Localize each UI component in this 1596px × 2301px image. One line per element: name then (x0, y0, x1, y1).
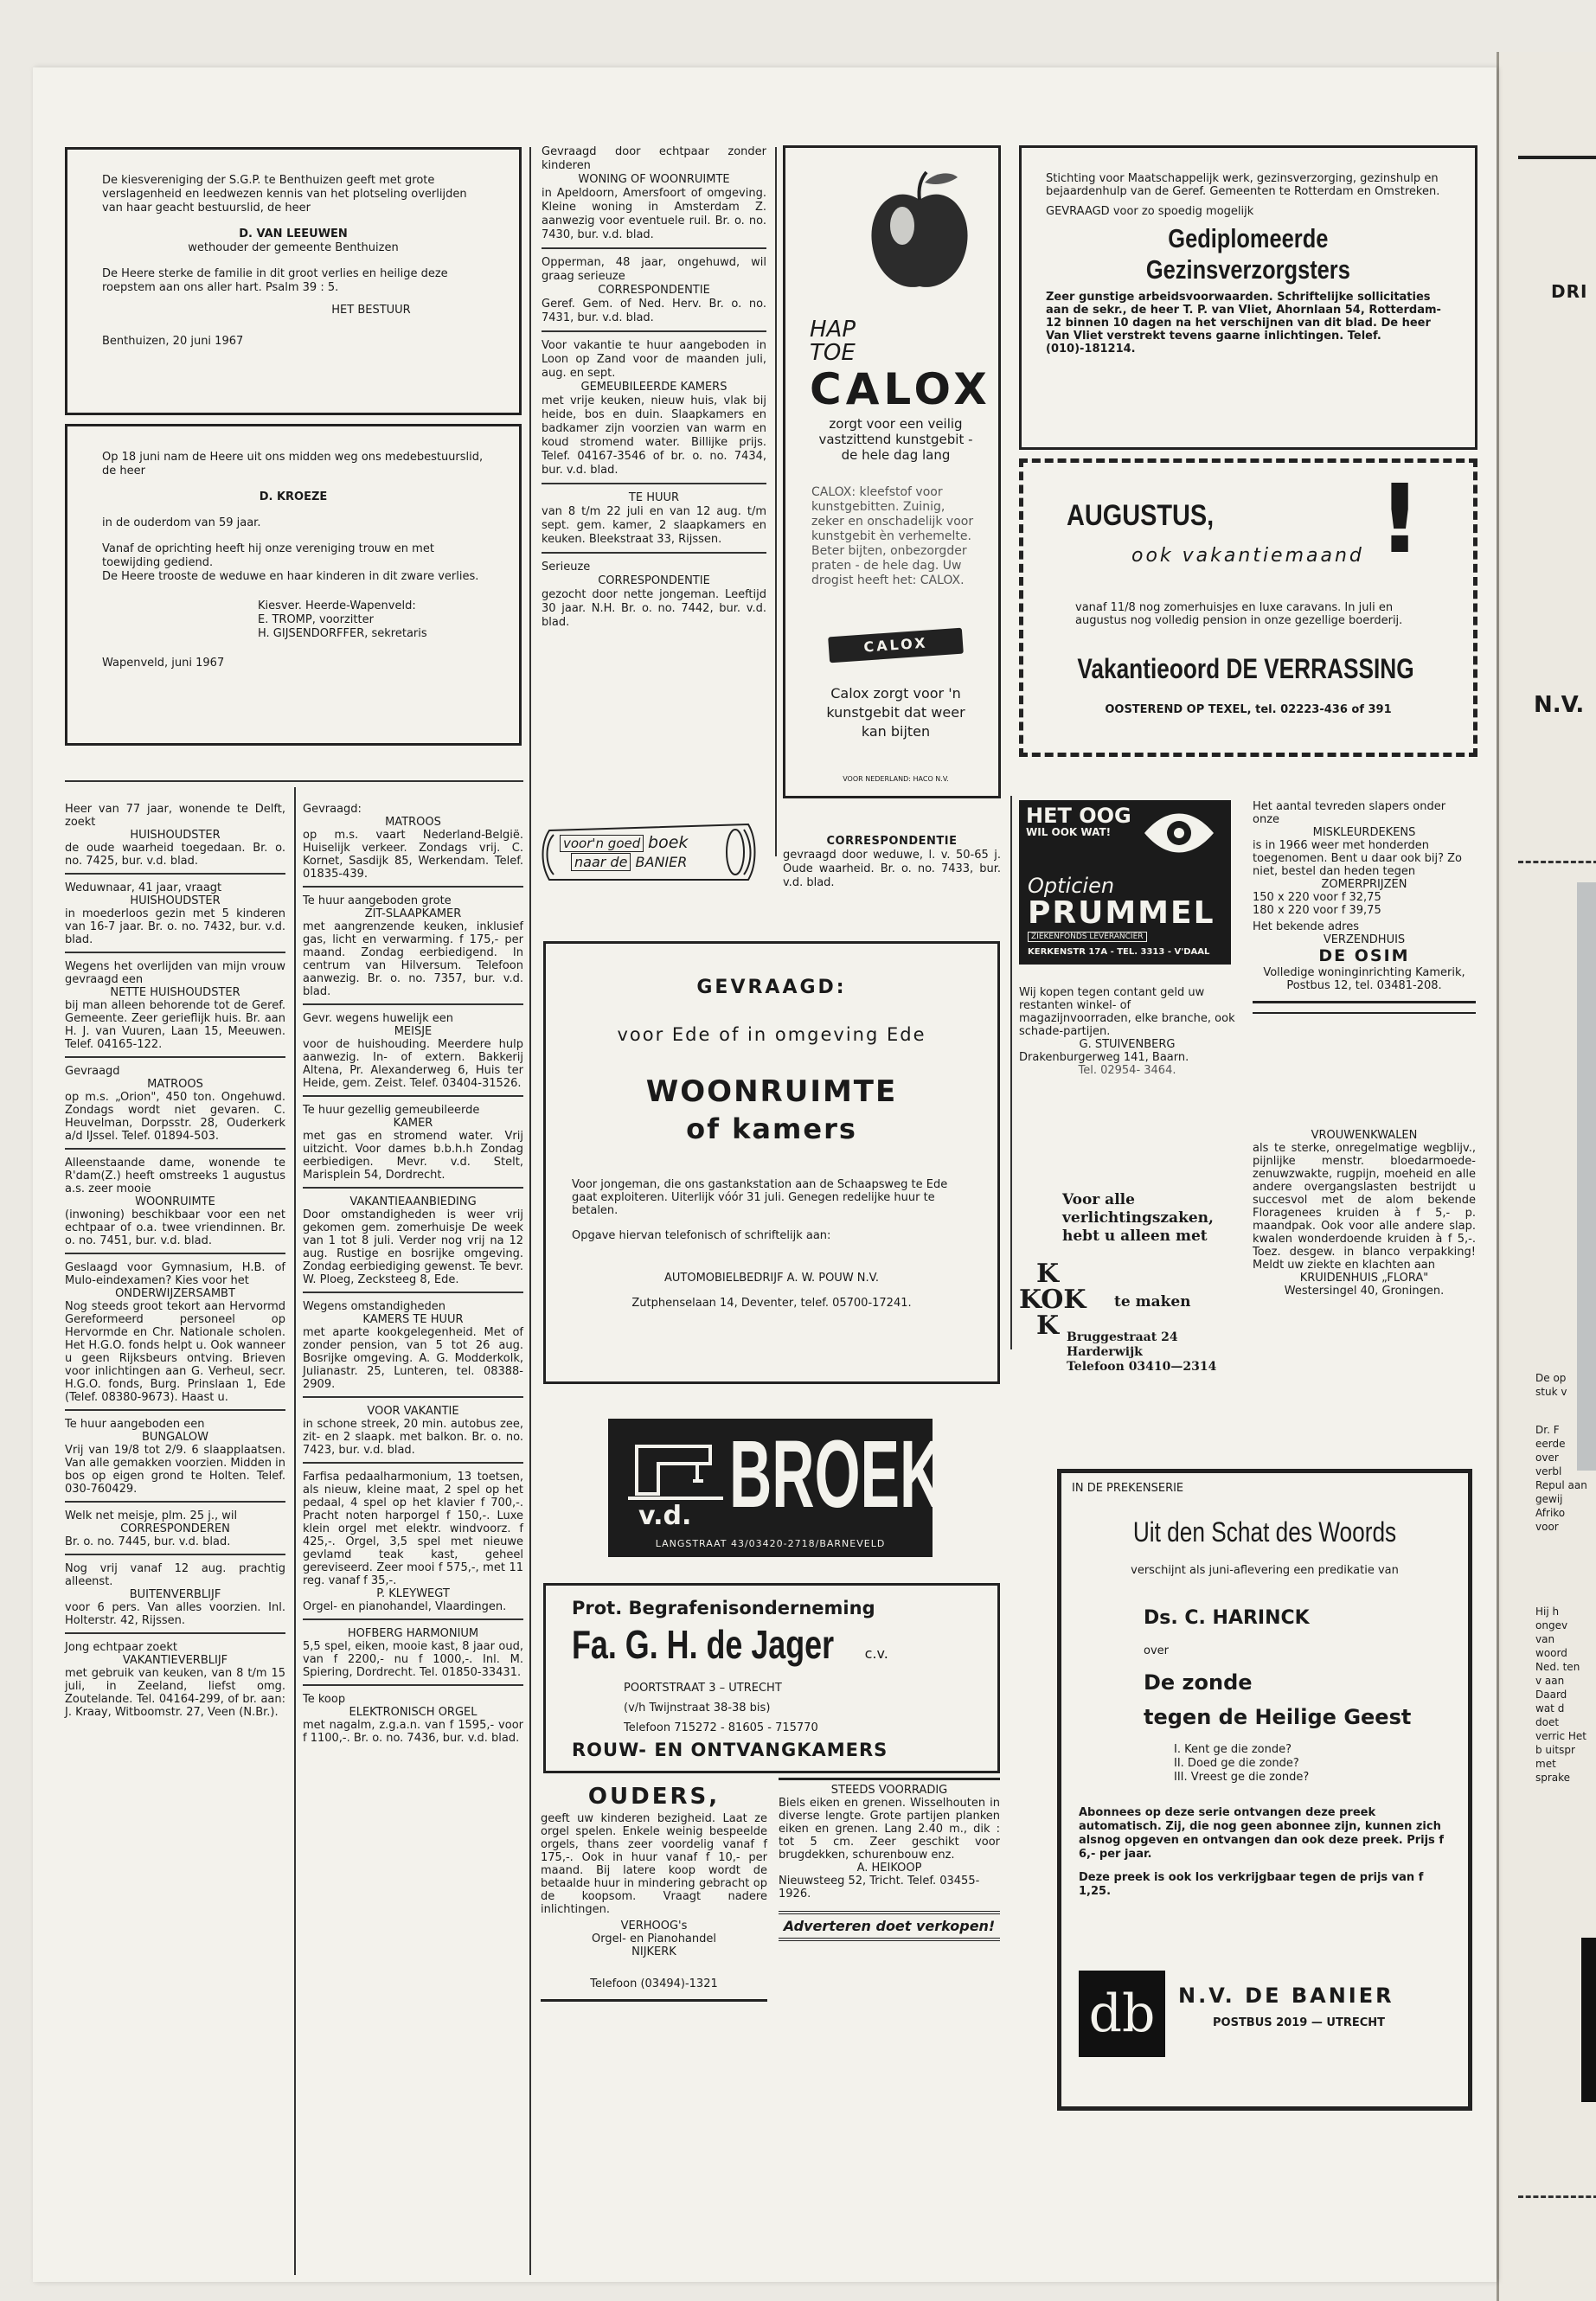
classified-ad (542, 561, 766, 635)
ad-body: gevraagd door weduwe, l. v. 50-65 j. Oude waarheid. Br. o. no. 7433, bur. v.d. blad. (783, 849, 1001, 889)
ad-title: HOFBERG HARMONIUM (347, 1627, 479, 1640)
eye-icon (1140, 807, 1218, 859)
firm-3: NIJKERK (631, 1945, 676, 1958)
next-page-edge (1497, 52, 1596, 2301)
ad-body: Nog steeds groot tekort aan Hervormd Gereformeerd personeel op Hervormde en Chr. Nationale scholen. Het H.G.O. fonds helpt u. Ook wanneer u geen Rijksbeurs ontving. Brieven voor inlichtingen aan G. Verheul, secr. H.G.O. fonds, Burg. Prinslaan 1, Ede (Telef. 08380-9673). Haast u. (65, 1300, 285, 1404)
cv: c.v. (864, 1645, 888, 1662)
classified-ad (303, 1012, 523, 1097)
classified-ad (303, 1195, 523, 1293)
phone: Tel. 02954- 3464. (1078, 1064, 1176, 1077)
classified-ad (65, 1641, 285, 1724)
calox-body: CALOX: kleefstof voor kunstgebitten. Zuinig, zeker en onschadelijk voor kunstgebit èn verhemelte. Beter bijten, onbezorgder praten - de hele dag. Uw drogist heeft het: CALOX. (811, 485, 974, 587)
ad-title: KAMER (393, 1117, 433, 1130)
ad-intro: Gevraagd: (303, 803, 362, 816)
body: is in 1966 weer met honderden toegenomen. Bent u daar ook bij? Zo niet, bestel dan heden tegen (1253, 839, 1463, 878)
gezinsverzorgsters-ad (1019, 145, 1477, 450)
ad-title: TE HUUR (628, 491, 680, 504)
line-1: voor Ede of in omgeving Ede (617, 1024, 926, 1045)
classified-ad (542, 145, 766, 249)
topic-1: De zonde (1144, 1670, 1253, 1695)
heading: Prot. Begrafenisonderneming (572, 1598, 875, 1618)
ad-body: Biels eiken en grenen. Wisselhouten in diverse lengte. Grote partijen planken eiken en grenen. Lang 2.40 m., dik : tot 5 cm. Zeer geschikt voor brugdekken, schurenbouw enz. (779, 1797, 1000, 1862)
mourning-notice-van-leeuwen (65, 147, 522, 415)
edge-text-3: Hij h ongev van woord Ned. ten v aan Daard wat d doet verric Het b uitspr met sprake (1535, 1606, 1586, 1784)
request: Opgave hiervan telefonisch of schriftelijk aan: (572, 1229, 831, 1242)
ad-intro: Te huur aangeboden grote (303, 894, 452, 907)
ouders-ad (541, 1778, 767, 2245)
body: vanaf 11/8 nog zomerhuisjes en luxe caravans. In juli en augustus nog volledig pension in onze gezellige boerderij. (1075, 601, 1403, 627)
broek-ad (608, 1419, 943, 1557)
notice-text-3: De Heere trooste de weduwe en haar kinderen in dit zware verlies. (102, 570, 479, 583)
ad-body: (inwoning) beschikbaar voor een net echtpaar of o.a. twee vriendinnen. Br. o. no. 7451, bur. v.d. blad. (65, 1208, 285, 1247)
classified-ad (303, 1693, 523, 1750)
signature: HET BESTUUR (331, 304, 411, 317)
ad-body: gezocht door nette jongeman. Leeftijd 30 jaar. N.H. Br. o. no. 7442, bur. v.d. blad. (542, 588, 766, 629)
place-date: Benthuizen, 20 juni 1967 (102, 335, 244, 348)
ad-intro: Jong echtpaar zoekt (65, 1641, 177, 1654)
phone: Telefoon (03494)-1321 (590, 1977, 718, 1990)
ad-title: HUISHOUDSTER (130, 829, 221, 842)
classified-ad (303, 894, 523, 1005)
tube-label: CALOX (862, 634, 929, 656)
k-2: KOK (1019, 1285, 1086, 1315)
small-ads-column-middle (303, 803, 523, 1757)
ad-title: BUNGALOW (142, 1431, 208, 1444)
classified-ad (303, 1405, 523, 1464)
osim-ad (1253, 800, 1476, 1014)
ad-body: Vrij van 19/8 tot 2/9. 6 slaapplaatsen. Van alle gemakken voorzien. Midden in bos op eigen grond te Holten. Telef. 030-760429. (65, 1444, 285, 1496)
ad-body: met nagalm, z.g.a.n. van f 1595,- voor f 1100,-. Br. o. no. 7436, bur. v.d. blad. (303, 1719, 523, 1745)
classified-ad (65, 1157, 285, 1254)
heading-1: Gediplomeerde (1168, 223, 1329, 253)
notice-text: De kiesvereniging der S.G.P. te Benthuizen geeft met grote verslagenheid en leedwezen kennis van het plotseling overlijden van haar geacht bestuurslid, de heer (102, 174, 467, 215)
sig-2: H. GIJSENDORFFER, sekretaris (258, 627, 427, 640)
classified-ad (303, 1471, 523, 1620)
edge-text-2: Dr. F eerde over verbl Repul aan gewij Afriko voor (1535, 1424, 1587, 1533)
ad-title: CORRESPONDENTIE (598, 574, 710, 587)
address-1: Bruggestraat 24 (1067, 1330, 1178, 1344)
intro: Stichting voor Maatschappelijk werk, gezinsverzorging, gezinshulp en bejaardenhulp van de Geref. Gemeenten te Rotterdam en Omstreken. (1046, 172, 1440, 198)
ad-body: op m.s. vaart Nederland-België. Huiselijk verkeer. Zondags vrij. C. Kornet, Sasdijk 85, Werkendam. Telef. 01835-439. (303, 829, 523, 881)
deceased-role: wethouder der gemeente Benthuizen (188, 241, 399, 254)
heading: GEVRAAGD: (696, 977, 847, 998)
addr-3: Telefoon 715272 - 81605 - 715770 (624, 1721, 818, 1734)
firm-1: VERHOOG's (620, 1920, 688, 1932)
classified-ad (303, 1104, 523, 1189)
classified-ad (542, 339, 766, 484)
prummel-ad (1019, 800, 1231, 965)
ad-title: BUITENVERBLIJF (129, 1588, 221, 1601)
org: Kiesver. Heerde-Wapenveld: (258, 599, 416, 612)
vd: v.d. (638, 1501, 692, 1531)
place-date: Wapenveld, juni 1967 (102, 657, 225, 670)
title: VROUWENKWALEN (1311, 1129, 1418, 1142)
body: Zeer gunstige arbeidsvoorwaarden. Schriftelijke sollicitaties aan de sekr., de heer T. P. van Vliet, Ahornlaan 54, Rotterdam-12 binnen 10 dagen na het verschijnen van dit blad. De heer Van Vliet verstrekt tevens gaarne inlichtingen. Telef. (010)-181214. (1046, 291, 1441, 356)
address: LANGSTRAAT 43/03420-2718/BARNEVELD (655, 1538, 886, 1549)
ad-body: met aparte kookgelegenheid. Met of zonder pension, van 5 tot 26 aug. Bosrijke omgeving. A. G. Modderkolk, Julianastr. 25, Lunteren, tel. 08388-2909. (303, 1326, 523, 1391)
firm: N.V. DE BANIER (1178, 1984, 1394, 2008)
subtitle: ook vakantiemaand (1131, 545, 1364, 567)
ad-body: van 8 t/m 22 juli en van 12 aug. t/m sept. gem. kamer, 2 slaapkamers en keuken. Bleekstraat 33, Rijssen. (542, 505, 766, 546)
edge-text-1: De op stuk v (1535, 1372, 1567, 1398)
request: GEVRAAGD voor zo spoedig mogelijk (1046, 205, 1254, 218)
topic-2: tegen de Heilige Geest (1144, 1705, 1412, 1729)
subtitle: verschijnt als juni-aflevering een predikatie van (1131, 1564, 1399, 1577)
ad-intro: Te huur aangeboden een (65, 1418, 205, 1431)
kok-ad (1019, 1189, 1244, 1374)
notice-text-2: De Heere sterke de familie in dit groot verlies en heilige deze roepstem aan ons aller hart. Psalm 39 : 5. (102, 267, 448, 294)
ad-title: ZIT-SLAAPKAMER (364, 907, 462, 920)
prekenserie-ad (1057, 1469, 1472, 2111)
scroll-d: BANIER (635, 854, 688, 870)
line-5: KERKENSTR 17A - TEL. 3313 - V'DAAL (1028, 947, 1210, 957)
classified-ad (542, 256, 766, 332)
calox-hap: HAP (810, 317, 856, 343)
heading-2: Gezinsverzorgsters (1146, 254, 1350, 285)
ad-intro: Serieuze (542, 561, 591, 574)
ad-intro: Gevr. wegens huwelijk een (303, 1012, 454, 1025)
name: PRUMMEL (1028, 895, 1215, 931)
apple-illustration (868, 165, 971, 295)
line-3: of kamers (686, 1112, 857, 1145)
question-3: III. Vreest ge die zonde? (1174, 1771, 1310, 1784)
calox-tagline: Calox zorgt voor 'n kunstgebit dat weer kan bijten (826, 685, 965, 740)
ad-body: voor 6 pers. Van alles voorzien. Inl. Holterstr. 42, Rijssen. (65, 1601, 285, 1627)
stuivenberg-ad (1019, 986, 1235, 1077)
firm-2: Orgel- en Pianohandel (591, 1932, 717, 1945)
title-2: ZOMERPRIJZEN (1321, 878, 1407, 891)
ad-intro: Alleenstaande dame, wonende te R'dam(Z.) heeft omstreeks 1 augustus a.s. zeer mooie (65, 1157, 285, 1195)
address: Drakenburgerweg 141, Baarn. (1019, 1051, 1189, 1064)
deceased-name: D. VAN LEEUWEN (239, 228, 348, 240)
ad-title: VOOR VAKANTIE (367, 1405, 459, 1418)
pre-2: Het bekende adres (1253, 920, 1359, 933)
ad-intro: Gevraagd (65, 1065, 120, 1078)
ad-title: WONING OF WOONRUIMTE (578, 173, 730, 186)
calox-toe: TOE (810, 340, 856, 366)
banier-scroll-ad (541, 817, 766, 887)
ad-body: bij man alleen behorende tot de Geref. Gemeente. Zeer gerieflijk huis. Br. aan H. J. van Vuuren, Laan 15, Meeuwen. Telef. 04165-122. (65, 999, 285, 1051)
ad-sign: P. KLEYWEGT (376, 1587, 450, 1600)
ad-title: WOONRUIMTE (135, 1195, 215, 1208)
name: Vakantieoord DE VERRASSING (1077, 653, 1414, 684)
heading: Voor alle verlichtingszaken, hebt u alleen met (1062, 1191, 1214, 1245)
slogan: Adverteren doet verkopen! (783, 1918, 996, 1934)
address-2: Harderwijk (1067, 1345, 1143, 1359)
classified-ad (65, 1065, 285, 1150)
scroll-illustration (541, 817, 766, 887)
ad-intro: Geslaagd voor Gymnasium, H.B. of Mulo-eindexamen? Kies voor het (65, 1261, 285, 1287)
ad-body: in moederloos gezin met 5 kinderen van 16-7 jaar. Br. o. no. 7432, bur. v.d. blad. (65, 907, 285, 946)
ad-body: met gebruik van keuken, van 8 t/m 15 juli, in Zeeland, liefst omg. Zoutelande. Tel. 04164-299, of br. aan: J. Kraay, Witboomstr. 27, Veen (N.Br.). (65, 1667, 285, 1719)
ad-title: HUISHOUDSTER (130, 894, 221, 907)
pre: Het aantal tevreden slapers onder onze (1253, 800, 1446, 826)
ad-intro: Te huur gezellig gemeubileerde (303, 1104, 480, 1117)
mourning-notice-kroeze (65, 424, 522, 746)
firm: AUTOMOBIELBEDRIJF A. W. POUW N.V. (663, 1272, 880, 1285)
steeds-voorradig-ad (779, 1778, 1000, 2249)
vrouwenkwalen-ad (1253, 1129, 1476, 1298)
classified-ad (65, 1261, 285, 1411)
ad-intro: Nog vrij vanaf 12 aug. prachtig alleenst. (65, 1562, 285, 1588)
ad-title: MATROOS (385, 816, 441, 829)
classified-ad (303, 1300, 523, 1398)
title: Uit den Schat des Woords (1132, 1516, 1397, 1548)
name: BROEK (729, 1421, 943, 1528)
ad-title: ONDERWIJZERSAMBT (115, 1287, 235, 1300)
classified-ad (65, 803, 285, 875)
line-4: ZIEKENFONDS LEVERANCIER (1028, 932, 1147, 942)
notice-text: Op 18 juni nam de Heere uit ons midden weg ons medebestuurslid, de heer (102, 451, 484, 478)
classified-ad (303, 1627, 523, 1686)
ad-intro: Gevraagd door echtpaar zonder kinderen (542, 145, 766, 172)
body: geeft uw kinderen bezigheid. Laat ze orgel spelen. Enkele weinig bespeelde orgels, thans zeer voordelig vanaf f 175,-. Ook in huur vanaf f 10,- per maand. Bij latere koop wordt de betaalde huur in mindering gebracht op de koopsom. Vraagt nadere inlichtingen. (541, 1812, 767, 1916)
address-3: Telefoon 03410—2314 (1067, 1360, 1217, 1374)
ad-title: CORRESPONDEREN (120, 1522, 230, 1535)
address: Westersingel 40, Groningen. (1284, 1285, 1445, 1298)
ad-title: STEEDS VOORRADIG (830, 1784, 948, 1797)
addr-2: (v/h Twijnstraat 38-38 bis) (624, 1702, 771, 1715)
ad-title: VAKANTIEVERBLIJF (122, 1654, 228, 1667)
ad-title: ELEKTRONISCH ORGEL (349, 1706, 478, 1719)
ad-intro: Te koop (303, 1693, 346, 1706)
logo-text: db (1088, 1984, 1156, 2044)
te-maken: te maken (1114, 1293, 1191, 1311)
addr-1: POORTSTRAAT 3 – UTRECHT (624, 1682, 782, 1695)
ad-intro: Heer van 77 jaar, wonende te Delft, zoekt (65, 803, 285, 829)
line-1: HET OOG (1026, 804, 1131, 828)
body: Abonnees op deze serie ontvangen deze preek automatisch. Zij, die nog geen abonnee zijn, kunnen zich alsnog opgeven en ontvangen dan ook deze preek. Prijs f 6,- per jaar. (1079, 1806, 1444, 1861)
calox-footer: VOOR NEDERLAND: HACO N.V. (843, 775, 949, 783)
address: Zutphenselaan 14, Deventer, telef. 05700-17241. (631, 1297, 912, 1310)
classified-ad (303, 803, 523, 888)
heading: OUDERS, (587, 1784, 721, 1810)
ad-title: MEISJE (394, 1025, 433, 1038)
name: DE OSIM (1318, 946, 1410, 965)
name: KRUIDENHUIS „FLORA" (1299, 1272, 1429, 1285)
small-ads-column-left (65, 803, 285, 1731)
sewing-machine-icon (624, 1429, 727, 1511)
over: over (1144, 1644, 1169, 1657)
line-3: Opticien (1028, 874, 1115, 898)
line-2: WOONRUIMTE (645, 1074, 898, 1109)
ad-body: Door omstandigheden is weer vrij gekomen gem. zomerhuisje De week van 1 tot 8 juli. Verder nog vrij na 12 aug. Rustige en bosrijke omgeving. Zondag eerbiediging gewenst. Te bevr. W. Ploeg, Zecksteeg 8, Ede. (303, 1208, 523, 1286)
name: A. HEIKOOP (856, 1862, 922, 1875)
question-1: I. Kent ge die zonde? (1174, 1743, 1292, 1756)
k-1: K (1036, 1259, 1060, 1289)
ad-intro: Voor vakantie te huur aangeboden in Loon op Zand voor de maanden juli, aug. en sept. (542, 339, 766, 380)
classified-ad (542, 491, 766, 554)
ad-body: op m.s. „Orion", 450 ton. Ongehuwd. Zondags wordt niet gevaren. C. Heuvelman, Dorpsstr. 28, Ouderkerk a/d IJssel. Telef. 01894-503. (65, 1091, 285, 1143)
small-ads-column-a (542, 145, 766, 642)
deceased-name: D. KROEZE (259, 490, 328, 503)
name: Fa. G. H. de Jager (572, 1622, 835, 1667)
scroll-a: voor'n goed (560, 835, 644, 852)
calox-brand: CALOX (810, 364, 991, 414)
classified-ad (65, 881, 285, 953)
edge-text-top: DRI (1551, 281, 1588, 302)
scroll-b: boek (648, 833, 689, 852)
ad-title: CORRESPONDENTIE (598, 284, 710, 297)
deceased-age: in de ouderdom van 59 jaar. (102, 516, 261, 529)
k-3: K (1036, 1311, 1060, 1341)
address: POSTBUS 2019 — UTRECHT (1213, 2016, 1385, 2029)
edge-text-mid: N.V. (1534, 692, 1585, 718)
gevraagd-woonruimte-ad (543, 941, 1000, 1384)
ad-intro: Opperman, 48 jaar, ongehuwd, wil graag serieuze (542, 256, 766, 283)
classified-ad (65, 1509, 285, 1555)
question-2: II. Doed ge die zonde? (1174, 1757, 1299, 1770)
address: Nieuwsteeg 52, Tricht. Telef. 03455-1926. (779, 1875, 980, 1900)
sig-1: E. TROMP, voorzitter (258, 613, 374, 626)
de-jager-ad (543, 1583, 1000, 1773)
body-2: Volledige woninginrichting Kamerik, Postbus 12, tel. 03481-208. (1263, 966, 1465, 992)
name: G. STUIVENBERG (1079, 1038, 1176, 1051)
classified-ad (65, 1418, 285, 1503)
ad-title: GEMEUBILEERDE KAMERS (580, 381, 727, 394)
ad-body: Br. o. no. 7445, bur. v.d. blad. (65, 1535, 231, 1548)
ad-body: 5,5 spel, eiken, mooie kast, 8 jaar oud, van f 2200,- nu f 1000,-. Inl. M. Spiering, Dordrecht. Tel. 01850-33431. (303, 1640, 523, 1679)
ad-body: met vrije keuken, nieuw huis, vlak bij heide, bos en duin. Slaapkamers en badkamer zijn voorzien van warm en koud stromend water. Billijke prijs. Telef. 04167-3546 of br. o. no. 7434, bur. v.d. blad. (542, 394, 766, 477)
calox-tube (828, 628, 964, 663)
body: als te sterke, onregelmatige wegblijv., pijnlijke menstr. bloedarmoede-zenuwzwakte, rugpijn, moeheid en alle andere overgangslasten bestrijdt u succesvol met de alom bekende Floragenees kruiden à f 5,- p. maandpak. Ook voor alle andere slap. kwalen wonderdoende kruiden à f 5,-. Toez. desgew. in blanco verpakking! Meldt uw ziekte en klachten aan (1253, 1142, 1476, 1272)
ad-after: Orgel- en pianohandel, Vlaardingen. (303, 1600, 507, 1613)
correspondentie-ad (783, 835, 1001, 890)
calox-slogan: zorgt voor een veilig vastzittend kunstgebit - de hele dag lang (818, 416, 973, 463)
preacher: Ds. C. HARINCK (1144, 1607, 1310, 1629)
tagline: ROUW- EN ONTVANGKAMERS (572, 1740, 888, 1760)
calox-ad (783, 145, 1001, 798)
scroll-c: naar de (571, 853, 631, 871)
line-2: WIL OOK WAT! (1026, 826, 1112, 838)
ad-body: Geref. Gem. of Ned. Herv. Br. o. no. 7431, bur. v.d. blad. (542, 298, 766, 324)
ad-title: VAKANTIEAANBIEDING (349, 1195, 477, 1208)
ad-title: CORRESPONDENTIE (826, 835, 958, 848)
heading: AUGUSTUS, (1067, 499, 1215, 532)
ad-body: de oude waarheid toegedaan. Br. o. no. 7425, bur. v.d. blad. (65, 842, 285, 868)
body: Wij kopen tegen contant geld uw restanten winkel- of magazijnvoorraden, elke branche, ook schade-partijen. (1019, 986, 1235, 1038)
classified-ad (65, 960, 285, 1058)
price-2: 180 x 220 voor f 39,75 (1253, 904, 1381, 917)
address: OOSTEREND OP TEXEL, tel. 02223-436 of 391 (1105, 703, 1392, 716)
ad-body: in Apeldoorn, Amersfoort of omgeving. Kleine woning in Amsterdam Z. aanwezig voor eventuele ruil. Br. o. no. 7430, bur. v.d. blad. (542, 187, 766, 241)
ad-intro: Wegens omstandigheden (303, 1300, 446, 1313)
ad-body: met aangrenzende keuken, inklusief gas, licht en verwarming. f 175,- per maand. Zondag eerbiedigend. In centrum van Hilversum. Telefoon aanwezig. Br. o. no. 7357, bur. v.d. blad. (303, 920, 523, 998)
body: Voor jongeman, die ons gastankstation aan de Schaapsweg te Ede gaat exploiteren. Uiterlijk vóór 31 juli. Genegen redelijke huur te betalen. (572, 1178, 948, 1217)
ad-body: in schone streek, 20 min. autobus zee, zit- en 2 slaapk. met balkon. Br. o. no. 7423, bur. v.d. blad. (303, 1418, 523, 1457)
ad-body: Farfisa pedaalharmonium, 13 toetsen, als nieuw, kleine maat, 2 spel op het pedaal, 4 spel op het klavier f 700,-. Pracht noten harporgel f 150,-. Luxe klein orgel met elektr. windvoorz. f 425,-. Orgel, 3,5 spel met nieuwe gevlamd teak kast, geheel gereviseerd. Zeer mooi f 575,-, met 11 reg. vanaf f 35,-. (303, 1471, 523, 1587)
title-3: VERZENDHUIS (1323, 933, 1406, 946)
classified-ad (65, 1562, 285, 1634)
exclamation-mark: ! (1378, 464, 1422, 574)
ad-body: met gas en stromend water. Vrij uitzicht. Voor dames b.b.h.h Zondag eerbiedigen. Mevr. v.d. Stelt, Marisplein 54, Dordrecht. (303, 1130, 523, 1182)
banier-logo (1079, 1971, 1165, 2057)
ad-intro: Wegens het overlijden van mijn vrouw gevraagd een (65, 960, 285, 986)
ad-title: KAMERS TE HUUR (362, 1313, 464, 1326)
ad-title: MATROOS (147, 1078, 203, 1091)
price-1: 150 x 220 voor f 32,75 (1253, 891, 1381, 904)
title: MISKLEURDEKENS (1312, 826, 1416, 839)
body-2: Deze preek is ook los verkrijgbaar tegen de prijs van f 1,25. (1079, 1871, 1424, 1898)
notice-text-2: Vanaf de oprichting heeft hij onze vereniging trouw en met toewijding gediend. (102, 542, 434, 569)
series: IN DE PREKENSERIE (1072, 1482, 1184, 1495)
ad-intro: Welk net meisje, plm. 25 j., wil (65, 1509, 238, 1522)
ad-title: NETTE HUISHOUDSTER (110, 986, 240, 999)
ad-intro: Weduwnaar, 41 jaar, vraagt (65, 881, 222, 894)
ad-body: voor de huishouding. Meerdere hulp aanwezig. In- of extern. Bakkerij Altena, Pr. Alexanderweg 6, Huis ter Heide, gem. Zeist. Telef. 03404-31526. (303, 1038, 523, 1090)
augustus-ad (1019, 458, 1477, 757)
